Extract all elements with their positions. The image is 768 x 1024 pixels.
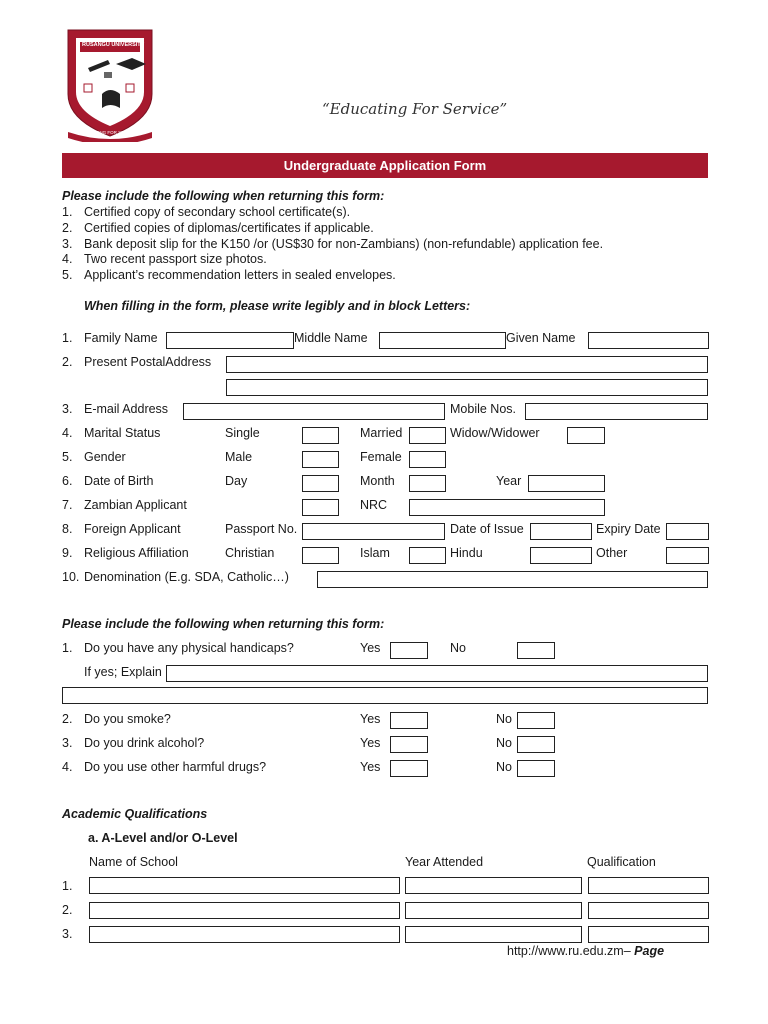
widow-label: Widow/Widower (450, 426, 540, 440)
school-name-field-3[interactable] (89, 926, 400, 943)
zambian-applicant-checkbox[interactable] (302, 499, 339, 516)
row-number: 7. (62, 498, 73, 512)
health-heading: Please include the following when returning this form: (62, 617, 385, 631)
day-label: Day (225, 474, 248, 488)
email-field[interactable] (183, 403, 445, 420)
school-name-field-2[interactable] (89, 902, 400, 919)
smoke-no-checkbox[interactable] (517, 712, 555, 729)
year-field[interactable] (528, 475, 605, 492)
handicap-yes-checkbox[interactable] (390, 642, 428, 659)
postal-address-field-1[interactable] (226, 356, 708, 373)
single-checkbox[interactable] (302, 427, 339, 444)
middle-name-label: Middle Name (294, 331, 368, 345)
row-number: 2. (62, 355, 73, 369)
islam-checkbox[interactable] (409, 547, 446, 564)
passport-field[interactable] (302, 523, 445, 540)
day-field[interactable] (302, 475, 339, 492)
row-number: 5. (62, 450, 73, 464)
row-number: 4. (62, 760, 73, 774)
middle-name-field[interactable] (379, 332, 506, 349)
row-number: 2. (62, 903, 73, 917)
marital-status-label: Marital Status (84, 426, 161, 440)
row-number: 6. (62, 474, 73, 488)
qualification-field-2[interactable] (588, 902, 709, 919)
islam-label: Islam (360, 546, 390, 560)
row-number: 8. (62, 522, 73, 536)
nrc-field[interactable] (409, 499, 605, 516)
smoke-question: Do you smoke? (84, 712, 171, 726)
handicap-no-checkbox[interactable] (517, 642, 555, 659)
footer (507, 944, 664, 958)
alcohol-yes-checkbox[interactable] (390, 736, 428, 753)
email-label: E-mail Address (84, 402, 169, 416)
religion-label: Religious Affiliation (84, 546, 189, 560)
block-letters-note: When filling in the form, please write legibly and in block Letters: (84, 299, 471, 313)
motto: “Educating For Service” (322, 100, 508, 118)
denomination-label: Denomination (E.g. SDA, Catholic…) (84, 570, 289, 584)
single-label: Single (225, 426, 260, 440)
university-logo (62, 28, 158, 142)
list-item: 1. Certified copy of secondary school certificate(s). (62, 205, 351, 219)
qualification-field-1[interactable] (588, 877, 709, 894)
row-number: 3. (62, 402, 73, 416)
expiry-date-field[interactable] (666, 523, 709, 540)
row-number: 4. (62, 426, 73, 440)
female-label: Female (360, 450, 402, 464)
explain-label: If yes; Explain (84, 665, 162, 679)
instructions-heading: Please include the following when returning this form: (62, 189, 385, 203)
female-checkbox[interactable] (409, 451, 446, 468)
hindu-label: Hindu (450, 546, 483, 560)
alcohol-question: Do you drink alcohol? (84, 736, 205, 750)
row-number: 3. (62, 927, 73, 941)
logo-title-text: RUSANGU UNIVERSITY (82, 42, 145, 48)
yes-label: Yes (360, 760, 381, 774)
form-title-banner: Undergraduate Application Form (62, 153, 708, 178)
qualification-column-header: Qualification (587, 855, 656, 869)
no-label: No (496, 736, 512, 750)
expiry-date-label: Expiry Date (596, 522, 661, 536)
list-item: 4. Two recent passport size photos. (62, 252, 267, 266)
yes-label: Yes (360, 641, 381, 655)
male-checkbox[interactable] (302, 451, 339, 468)
year-attended-field-1[interactable] (405, 877, 582, 894)
row-number: 1. (62, 879, 73, 893)
given-name-field[interactable] (588, 332, 709, 349)
footer-url[interactable]: http://www.ru.edu.zm– (507, 944, 631, 958)
gender-label: Gender (84, 450, 126, 464)
month-label: Month (360, 474, 395, 488)
school-column-header: Name of School (89, 855, 178, 869)
explain-field-1[interactable] (166, 665, 708, 682)
year-attended-field-2[interactable] (405, 902, 582, 919)
given-name-label: Given Name (506, 331, 576, 345)
row-number: 10. (62, 570, 80, 584)
year-attended-field-3[interactable] (405, 926, 582, 943)
family-name-field[interactable] (166, 332, 294, 349)
no-label: No (450, 641, 466, 655)
year-label: Year (496, 474, 522, 488)
row-number: 9. (62, 546, 73, 560)
postal-address-label: Present PostalAddress (84, 355, 212, 369)
denomination-field[interactable] (317, 571, 708, 588)
foreign-applicant-label: Foreign Applicant (84, 522, 181, 536)
mobile-label: Mobile Nos. (450, 402, 516, 416)
no-label: No (496, 712, 512, 726)
no-label: No (496, 760, 512, 774)
logo-bottom-text: EDUCATING FOR SERVICE (80, 130, 138, 135)
postal-address-field-2[interactable] (226, 379, 708, 396)
christian-label: Christian (225, 546, 275, 560)
hindu-checkbox[interactable] (530, 547, 592, 564)
passport-label: Passport No. (225, 522, 298, 536)
qualification-field-3[interactable] (588, 926, 709, 943)
male-label: Male (225, 450, 253, 464)
list-item: 3. Bank deposit slip for the K150 /or (US$30 for non-Zambians) (non-refundable) application fee. (62, 237, 604, 251)
yes-label: Yes (360, 736, 381, 750)
other-label: Other (596, 546, 628, 560)
dob-label: Date of Birth (84, 474, 154, 488)
other-checkbox[interactable] (666, 547, 709, 564)
list-item: 5. Applicant’s recommendation letters in sealed envelopes. (62, 268, 396, 282)
issue-date-label: Date of Issue (450, 522, 524, 536)
academic-heading: Academic Qualifications (62, 807, 208, 821)
mobile-field[interactable] (525, 403, 708, 420)
yes-label: Yes (360, 712, 381, 726)
drugs-yes-checkbox[interactable] (390, 760, 428, 777)
row-number: 3. (62, 736, 73, 750)
zambian-applicant-label: Zambian Applicant (84, 498, 187, 512)
year-column-header: Year Attended (405, 855, 484, 869)
explain-field-2[interactable] (62, 687, 708, 704)
family-name-label: Family Name (84, 331, 158, 345)
row-number: 2. (62, 712, 73, 726)
smoke-yes-checkbox[interactable] (390, 712, 428, 729)
footer-page-label: Page (634, 944, 665, 958)
drugs-no-checkbox[interactable] (517, 760, 555, 777)
academic-subheading: a. A-Level and/or O-Level (88, 831, 238, 845)
widow-checkbox[interactable] (567, 427, 605, 444)
handicap-question: Do you have any physical handicaps? (84, 641, 294, 655)
married-label: Married (360, 426, 403, 440)
alcohol-no-checkbox[interactable] (517, 736, 555, 753)
married-checkbox[interactable] (409, 427, 446, 444)
christian-checkbox[interactable] (302, 547, 339, 564)
row-number: 1. (62, 641, 73, 655)
drugs-question: Do you use other harmful drugs? (84, 760, 267, 774)
school-name-field-1[interactable] (89, 877, 400, 894)
row-number: 1. (62, 331, 73, 345)
issue-date-field[interactable] (530, 523, 592, 540)
nrc-label: NRC (360, 498, 388, 512)
month-field[interactable] (409, 475, 446, 492)
list-item: 2. Certified copies of diplomas/certificates if applicable. (62, 221, 374, 235)
